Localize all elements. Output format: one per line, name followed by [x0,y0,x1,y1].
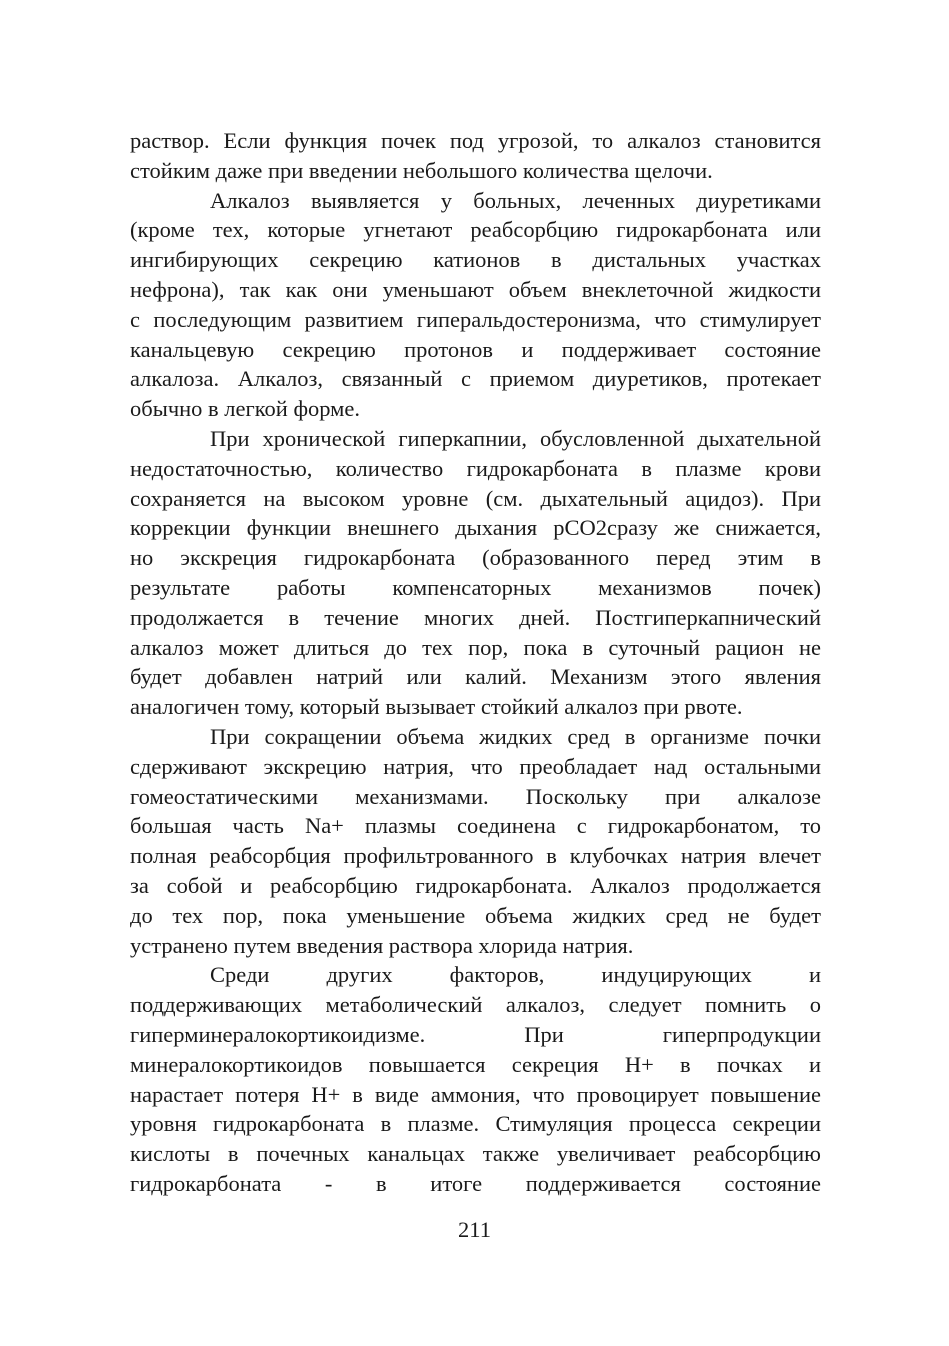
text-line: за собой и реабсорбцию гидрокарбоната. Алкалоз продолжается [130,872,821,898]
paragraph [130,126,821,186]
text-line: канальцевую секрецию протонов и поддерживает состояние [130,336,821,362]
text-line: поддерживающих метаболический алкалоз, следует помнить о [130,992,821,1018]
paragraph [130,960,821,1198]
text-line: коррекции функции внешнего дыхания pCO2сразу же снижается, [130,515,821,541]
text-line: до тех пор, пока уменьшение объема жидких сред не будет [130,902,821,928]
text-line: результате работы компенсаторных механизмов почек) [130,574,821,600]
text-line: нефрона), так как они уменьшают объем внеклеточной жидкости [130,276,821,302]
text-line: При сокращении объема жидких сред в организме почки [210,723,821,749]
text-line: будет добавлен натрий или калий. Механизм этого явления [130,664,821,690]
text-line: с последующим развитием гиперальдостеронизма, что стимулирует [130,306,821,332]
text-line: (кроме тех, которые угнетают реабсорбцию гидрокарбоната или [130,217,821,243]
text-line: устранено путем введения раствора хлорида натрия. [130,932,634,958]
text-line: ингибирующих секрецию катионов в дистальных участках [130,247,821,273]
text-line: раствор. Если функция почек под угрозой, то алкалоз становится [130,128,821,153]
text-line: аналогичен тому, который вызывает стойкий алкалоз при рвоте. [130,694,743,720]
text-line: гомеостатическими механизмами. Поскольку при алкалозе [130,783,821,809]
text-line: кислоты в почечных канальцах также увеличивает реабсорбцию [130,1141,821,1167]
text-line: При хронической гиперкапнии, обусловленной дыхательной [210,425,821,451]
text-line: стойким даже при введении небольшого количества щелочи. [130,157,713,183]
text-line: Среди других факторов, индуцирующих и [210,962,821,988]
text-line: сохраняется на высоком уровне (см. дыхательный ацидоз). При [130,485,821,511]
body-text [130,126,821,1199]
paragraph [130,186,821,424]
text-line: Алкалоз выявляется у больных, леченных диуретиками [210,187,821,213]
text-line: но экскреция гидрокарбоната (образованного перед этим в [130,545,821,571]
text-line: большая часть Na+ плазмы соединена с гидрокарбонатом, то [130,813,821,839]
text-line: алкалоз может длиться до тех пор, пока в суточный рацион не [130,634,821,660]
paragraph [130,424,821,722]
text-line: уровня гидрокарбоната в плазме. Стимуляция процесса секреции [130,1111,821,1137]
paragraph [130,722,821,960]
text-line: обычно в легкой форме. [130,396,361,422]
text-line: нарастает потеря H+ в виде аммония, что провоцирует повышение [130,1081,821,1107]
text-line: гидрокарбоната - в итоге поддерживается состояние [130,1170,821,1196]
page-number: 211 [458,1217,491,1242]
text-line: алкалоза. Алкалоз, связанный с приемом диуретиков, протекает [130,366,821,392]
text-line: минералокортикоидов повышается секреция H+ в почках и [130,1051,821,1077]
text-line: недостаточностью, количество гидрокарбоната в плазме крови [130,455,821,481]
text-line: гиперминералокортикоидизме. При гиперпродукции [130,1021,821,1047]
text-line: полная реабсорбция профильтрованного в клубочках натрия влечет [130,843,821,869]
text-line: продолжается в течение многих дней. Постгиперкапнический [130,604,821,630]
text-line: сдерживают экскрецию натрия, что преобладает над остальными [130,753,821,779]
